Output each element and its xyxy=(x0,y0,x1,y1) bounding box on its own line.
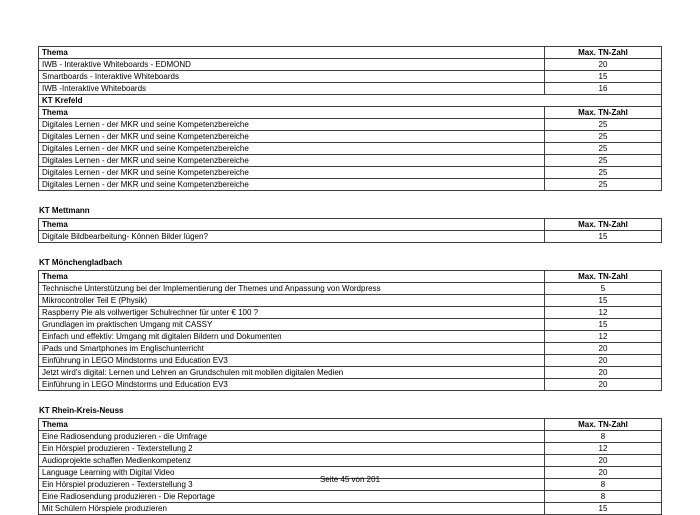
thema-cell: IWB -Interaktive Whiteboards xyxy=(39,83,545,95)
table-row xyxy=(39,59,662,71)
table-row xyxy=(39,503,662,515)
course-table xyxy=(38,218,662,243)
max-tn-zahl-cell: 25 xyxy=(545,143,662,155)
thema-cell: Digitales Lernen - der MKR und seine Kompetenzbereiche xyxy=(39,143,545,155)
thema-cell: iPads und Smartphones im Englischunterricht xyxy=(39,343,545,355)
thema-cell: Digitales Lernen - der MKR und seine Kompetenzbereiche xyxy=(39,167,545,179)
thema-cell: Raspberry Pie als vollwertiger Schulrechner für unter € 100 ? xyxy=(39,307,545,319)
thema-cell: Digitales Lernen - der MKR und seine Kompetenzbereiche xyxy=(39,131,545,143)
thema-cell: Mikrocontroller Teil E (Physik) xyxy=(39,295,545,307)
thema-cell: Einführung in LEGO Mindstorms und Education EV3 xyxy=(39,379,545,391)
table-row xyxy=(39,179,662,191)
max-tn-zahl-cell: 12 xyxy=(545,331,662,343)
table-row xyxy=(39,431,662,443)
thema-cell: Technische Unterstützung bei der Implementierung der Themes und Anpassung von Wordpress xyxy=(39,283,545,295)
table-row xyxy=(39,155,662,167)
table-row xyxy=(39,379,662,391)
thema-cell: Einführung in LEGO Mindstorms und Education EV3 xyxy=(39,355,545,367)
max-tn-zahl-cell: 25 xyxy=(545,131,662,143)
thema-cell: Smartboards - Interaktive Whiteboards xyxy=(39,71,545,83)
thema-cell: Ein Hörspiel produzieren - Texterstellung 3 xyxy=(39,479,545,491)
table-row xyxy=(39,295,662,307)
section-title: KT Mönchengladbach xyxy=(39,258,123,267)
column-header-thema: Thema xyxy=(39,271,545,283)
table-row xyxy=(39,443,662,455)
max-tn-zahl-cell: 8 xyxy=(545,479,662,491)
thema-cell: Jetzt wird's digital: Lernen und Lehren an Grundschulen mit mobilen digitalen Medien xyxy=(39,367,545,379)
max-tn-zahl-cell: 15 xyxy=(545,231,662,243)
max-tn-zahl-cell: 15 xyxy=(545,319,662,331)
table-row xyxy=(39,283,662,295)
max-tn-zahl-cell: 5 xyxy=(545,283,662,295)
column-header-thema: Thema xyxy=(39,419,545,431)
page-footer: Seite 45 von 201 xyxy=(319,475,381,484)
max-tn-zahl-cell: 20 xyxy=(545,467,662,479)
thema-cell: Digitales Lernen - der MKR und seine Kompetenzbereiche xyxy=(39,179,545,191)
table-row xyxy=(39,455,662,467)
max-tn-zahl-cell: 8 xyxy=(545,431,662,443)
table-row xyxy=(39,71,662,83)
table-header-row xyxy=(39,271,662,283)
thema-cell: Eine Radiosendung produzieren - Die Reportage xyxy=(39,491,545,503)
column-header-thema: Thema xyxy=(39,107,545,119)
table-row xyxy=(39,131,662,143)
max-tn-zahl-cell: 20 xyxy=(545,59,662,71)
max-tn-zahl-cell: 25 xyxy=(545,167,662,179)
course-table xyxy=(38,46,662,191)
table-header-row xyxy=(39,107,662,119)
column-header-max: Max. TN-Zahl xyxy=(545,219,662,231)
table-header-row xyxy=(39,47,662,59)
max-tn-zahl-cell: 25 xyxy=(545,119,662,131)
course-table xyxy=(38,270,662,391)
table-row xyxy=(39,167,662,179)
thema-cell: Mit Schülern Hörspiele produzieren xyxy=(39,503,545,515)
max-tn-zahl-cell: 20 xyxy=(545,379,662,391)
thema-cell: Digitale Bildbearbeitung- Können Bilder lügen? xyxy=(39,231,545,243)
table-row xyxy=(39,491,662,503)
table-row xyxy=(39,143,662,155)
column-header-thema: Thema xyxy=(39,219,545,231)
table-header-row xyxy=(39,219,662,231)
column-header-max: Max. TN-Zahl xyxy=(545,419,662,431)
thema-cell: Digitales Lernen - der MKR und seine Kompetenzbereiche xyxy=(39,119,545,131)
column-header-max: Max. TN-Zahl xyxy=(545,107,662,119)
table-row xyxy=(39,83,662,95)
column-header-max: Max. TN-Zahl xyxy=(545,271,662,283)
table-header-row xyxy=(39,419,662,431)
course-table xyxy=(38,418,662,515)
column-header-max: Max. TN-Zahl xyxy=(545,47,662,59)
table-row xyxy=(39,231,662,243)
max-tn-zahl-cell: 15 xyxy=(545,295,662,307)
thema-cell: Grundlagen im praktischen Umgang mit CASSY xyxy=(39,319,545,331)
max-tn-zahl-cell: 15 xyxy=(545,71,662,83)
max-tn-zahl-cell: 25 xyxy=(545,179,662,191)
thema-cell: IWB - Interaktive Whiteboards - EDMOND xyxy=(39,59,545,71)
thema-cell: Eine Radiosendung produzieren - die Umfrage xyxy=(39,431,545,443)
max-tn-zahl-cell: 20 xyxy=(545,455,662,467)
table-row xyxy=(39,331,662,343)
max-tn-zahl-cell: 20 xyxy=(545,367,662,379)
section-title: KT Rhein-Kreis-Neuss xyxy=(39,406,124,415)
thema-cell: Audioprojekte schaffen Medienkompetenz xyxy=(39,455,545,467)
table-row xyxy=(39,319,662,331)
column-header-thema: Thema xyxy=(39,47,545,59)
section-title: KT Mettmann xyxy=(39,206,90,215)
thema-cell: Language Learning with Digital Video xyxy=(39,467,545,479)
table-row xyxy=(39,119,662,131)
tables-container xyxy=(38,46,662,515)
max-tn-zahl-cell: 16 xyxy=(545,83,662,95)
max-tn-zahl-cell: 20 xyxy=(545,343,662,355)
table-row xyxy=(39,355,662,367)
table-row xyxy=(39,307,662,319)
max-tn-zahl-cell: 20 xyxy=(545,355,662,367)
thema-cell: Digitales Lernen - der MKR und seine Kompetenzbereiche xyxy=(39,155,545,167)
section-title-row xyxy=(39,95,662,107)
max-tn-zahl-cell: 12 xyxy=(545,307,662,319)
table-row xyxy=(39,367,662,379)
max-tn-zahl-cell: 15 xyxy=(545,503,662,515)
thema-cell: Ein Hörspiel produzieren - Texterstellung 2 xyxy=(39,443,545,455)
max-tn-zahl-cell: 25 xyxy=(545,155,662,167)
max-tn-zahl-cell: 8 xyxy=(545,491,662,503)
thema-cell: Einfach und effektiv: Umgang mit digitalen Bildern und Dokumenten xyxy=(39,331,545,343)
table-row xyxy=(39,343,662,355)
max-tn-zahl-cell: 12 xyxy=(545,443,662,455)
section-title: KT Krefeld xyxy=(39,95,662,107)
